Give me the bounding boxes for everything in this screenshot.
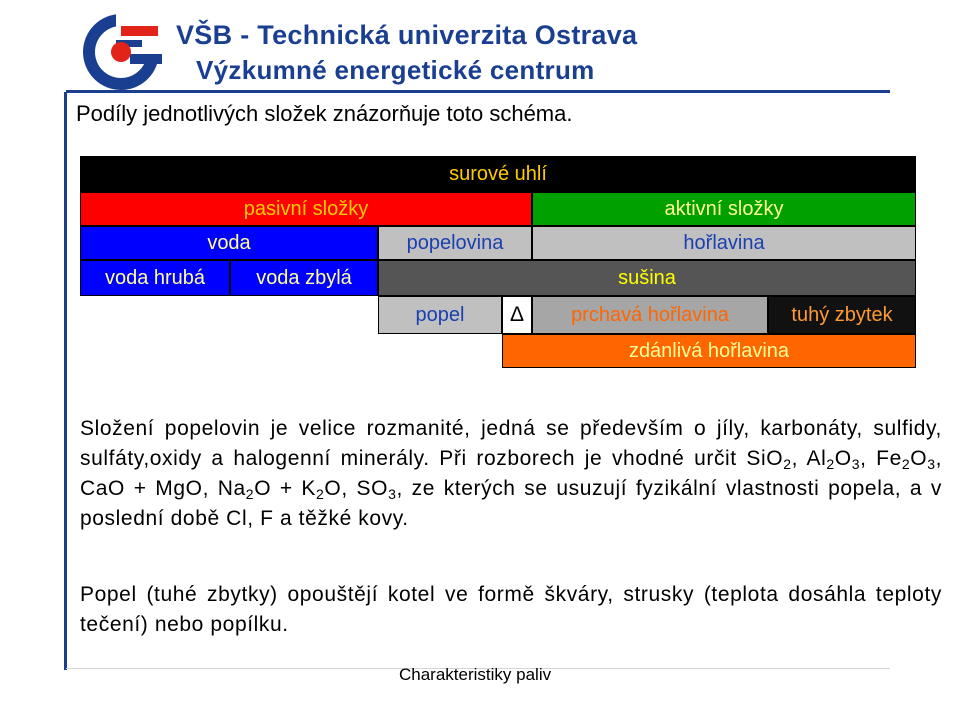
cell-water: voda	[80, 226, 378, 260]
delta-symbol: Δ	[502, 296, 532, 334]
cell-combustible: hořlavina	[532, 226, 916, 260]
cell-passive-components: pasivní složky	[80, 192, 532, 226]
cell-apparent-combustible: zdánlivá hořlavina	[502, 334, 916, 368]
left-divider	[64, 92, 67, 670]
cell-ash: popel	[378, 296, 502, 334]
cell-ash-matter: popelovina	[378, 226, 532, 260]
cell-active-components: aktivní složky	[532, 192, 916, 226]
intro-text: Podíly jednotlivých složek znázorňuje toto schéma.	[76, 101, 573, 126]
header-divider	[66, 90, 890, 93]
cell-coarse-water: voda hrubá	[80, 260, 230, 296]
header-title: VŠB - Technická univerzita Ostrava	[176, 20, 638, 50]
footer-text: Charakteristiky paliv	[399, 665, 552, 684]
vsb-logo	[80, 10, 162, 94]
header-subtitle: Výzkumné energetické centrum	[196, 55, 595, 85]
cell-volatile-combustible: prchavá hořlavina	[532, 296, 768, 334]
ash-paragraph: Popel (tuhé zbytky) opouštějí kotel ve formě škváry, strusky (teplota dosáhla teploty tečení) nebo popílku.	[80, 583, 942, 636]
cell-dry-matter: sušina	[378, 260, 916, 296]
composition-paragraph: Složení popelovin je velice rozmanité, jedná se především o jíly, karbonáty, sulfidy, sulfáty,oxidy a halogenní minerály. Při rozborech je vhodné určit SiO$_2$, $Al_2O_3$, $Fe_2O_3$, CaO + MgO, $Na_2O + K_2O$, $SO_3$, ze kterých se usuzují fyzikální vlastnosti popela, a v poslední době Cl, F a těžké kovy.	[80, 417, 943, 530]
cell-solid-residue: tuhý zbytek	[768, 296, 916, 334]
cell-raw-coal: surové uhlí	[80, 156, 916, 192]
cell-residual-water: voda zbylá	[230, 260, 378, 296]
